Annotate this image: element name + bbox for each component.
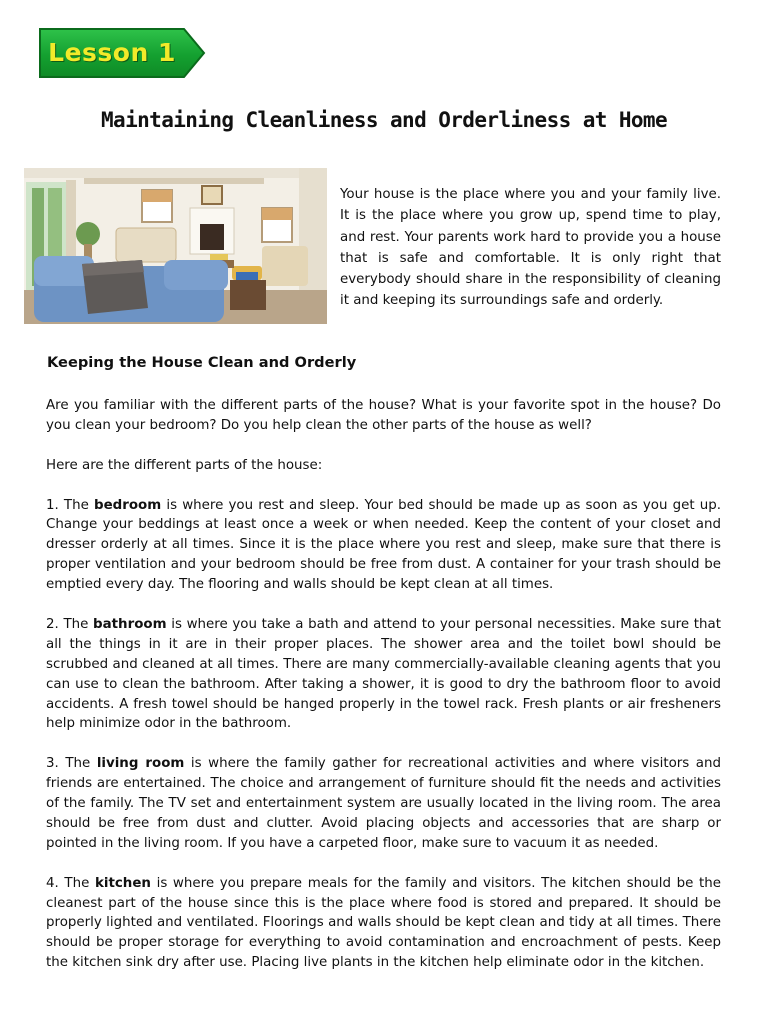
intro-paragraph: Your house is the place where you and your family live. It is the place where you grow up, spend time to play, and rest. Your parents work hard to provide you a house that is safe and comfortable. It is only right that everybody should share in the responsibility of cleaning it and keeping its surroundings safe and orderly. [340, 187, 721, 309]
term-living-room: living room [96, 756, 185, 772]
paragraph-parts-lead: Here are the different parts of the house: [46, 457, 323, 473]
list-item-living-room: 3. The living room is where the family gather for recreational activities and where visitors and friends are entertained. The choice and arrangement of furniture should fit the needs and activities of the family. The TV set and entertainment system are usually located in the living room. The area should be free from dust and clutter. Avoid placing objects and accessories that are sharp or pointed in the living room. If you have a carpeted floor, make sure to vacuum it as needed. [46, 756, 721, 851]
lesson-label: Lesson 1 [48, 38, 176, 67]
living-room-photo [24, 168, 327, 324]
paragraph-intro-questions: Are you familiar with the different parts of the house? What is your favorite spot in the house? Do you clean your bedroom? Do you help clean the other parts of the house as well? [46, 398, 721, 433]
term-kitchen: kitchen [94, 875, 151, 891]
lesson-badge [38, 27, 208, 79]
list-item-bathroom: 2. The bathroom is where you take a bath and attend to your personal necessities. Make sure that all the things in it are in their proper places. The shower area and the toilet bowl should be scrubbed and cleaned at all times. There are many commercially-available cleaning agents that you can use to clean the bathroom. After taking a shower, it is good to dry the bathroom floor to avoid accidents. A fresh towel should be hanged properly in the towel rack. Fresh plants or air fresheners help minimize odor in the bathroom. [46, 616, 721, 732]
term-bathroom: bathroom [93, 616, 167, 632]
section-heading: Keeping the House Clean and Orderly [47, 354, 357, 371]
list-item-kitchen: 4. The kitchen is where you prepare meals for the family and visitors. The kitchen should be the cleanest part of the house since this is the place where food is stored and prepared. It should be properly lighted and ventilated. Floorings and walls should be kept clean and tidy at all times. There should be proper storage for everything to avoid contamination and encroachment of pests. Keep the kitchen sink dry after use. Placing live plants in the kitchen help eliminate odor in the kitchen. [46, 875, 721, 971]
body-text [46, 396, 721, 993]
term-bedroom: bedroom [93, 497, 162, 513]
page-title: Maintaining Cleanliness and Orderliness at Home [100, 108, 668, 132]
list-item-bedroom: 1. The bedroom is where you rest and sleep. Your bed should be made up as soon as you get up. Change your beddings at least once a week or when needed. Keep the content of your closet and dresser orderly at all times. Since it is the place where you rest and sleep, make sure that there is proper ventilation and your bedroom should be free from dust. A container for your trash should be emptied every day. The flooring and walls should be kept clean at all times. [46, 497, 721, 593]
